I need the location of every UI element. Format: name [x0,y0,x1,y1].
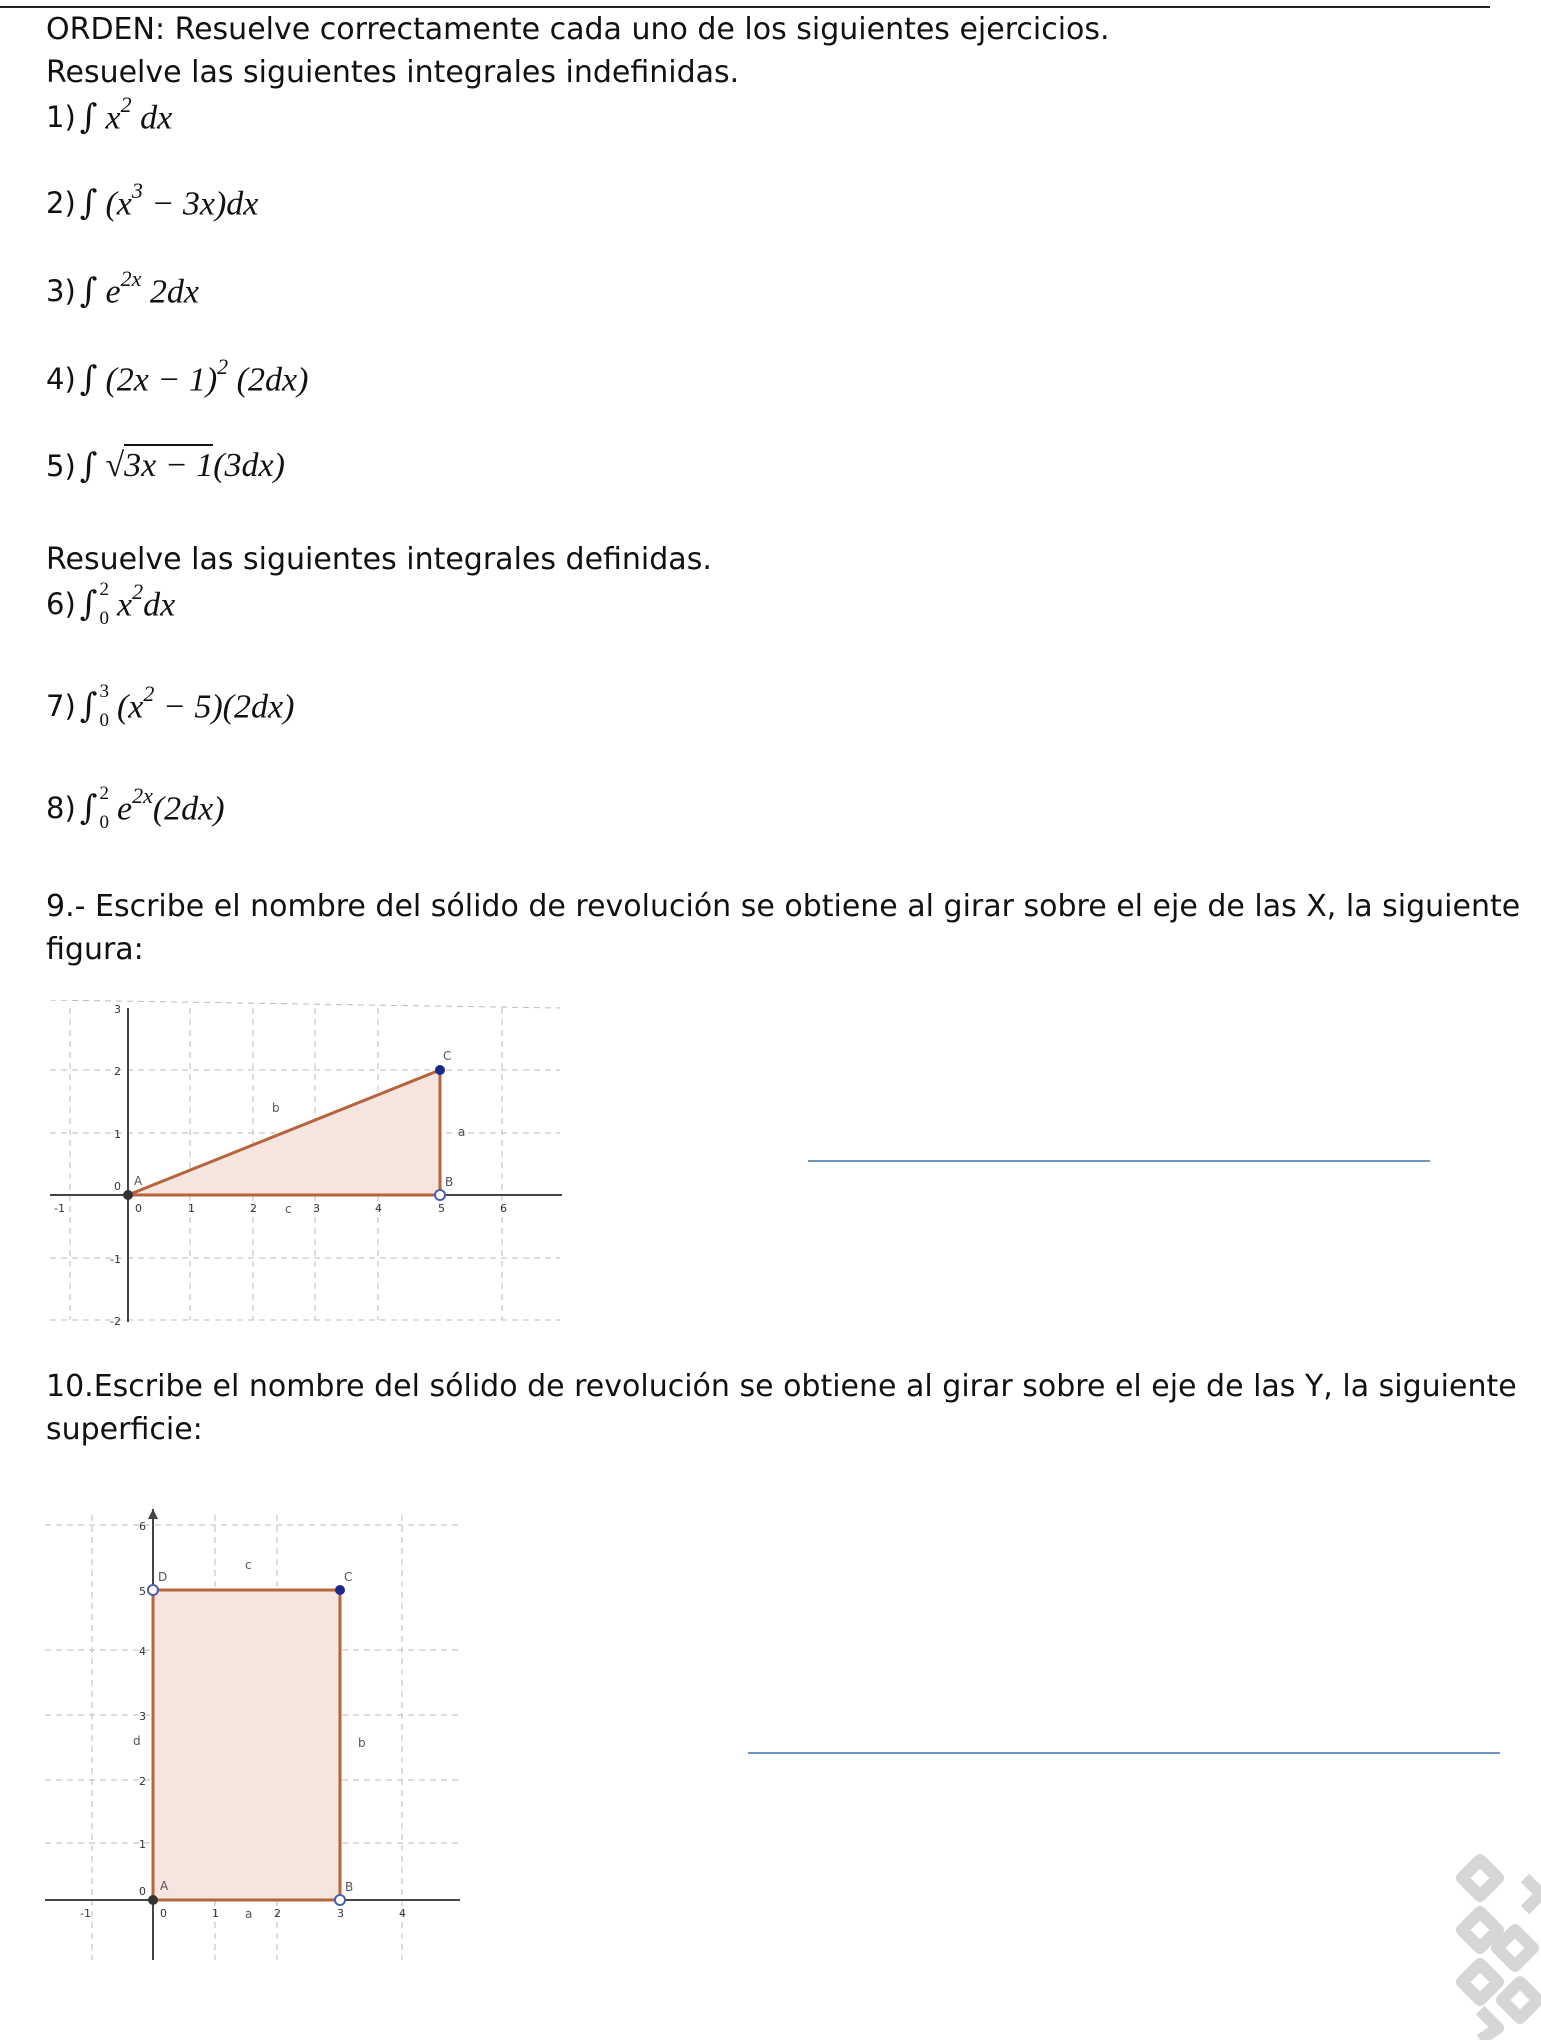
x-tick: 2 [274,1907,281,1920]
side-c: c [245,1558,252,1572]
exercise-5: 5) ∫ √3x − 1(3dx) [46,446,285,486]
integral-sign: ∫ [79,182,98,223]
y-tick: 1 [139,1838,146,1851]
q10-line1: 10.Escribe el nombre del sólido de revolución se obtiene al girar sobre el eje de las Y, la siguiente [46,1369,1517,1404]
figure-rectangle [40,1505,470,1965]
side-a: a [458,1125,466,1139]
exercise-7: 7) ∫ 3 0 $(x^2 - 5)(2dx)$ [46,681,295,731]
x-tick: 0 [160,1907,167,1920]
x-tick: 0 [135,1202,142,1215]
definite-heading: Resuelve las siguientes integrales definidas. [46,542,712,577]
answer-line-10[interactable] [748,1752,1500,1754]
x-tick: 2 [250,1202,257,1215]
exercise-1: 1) ∫ $x^2$ dx [46,92,173,137]
y-tick: 4 [139,1645,146,1658]
exercise-8: 8) ∫ 2 0 $e^{2x}(2dx)$ [46,783,225,833]
label-c: C [344,1570,353,1584]
figure-triangle [40,1000,570,1330]
point-d [148,1585,158,1595]
integral-sign: ∫ [79,686,98,726]
x-tick: 4 [399,1907,406,1920]
decorative-knot-icon [1440,1850,1541,2040]
instruction: ORDEN: Resuelve correctamente cada uno de los siguientes ejercicios. [46,12,1110,47]
label-b: B [445,1175,454,1189]
y-tick: 5 [139,1585,146,1598]
y-tick: 1 [114,1128,121,1141]
label-c: C [443,1049,452,1063]
point-c [435,1065,445,1075]
y-axis-arrow-icon [148,1509,158,1519]
point-b [435,1190,445,1200]
y-tick: -2 [110,1315,121,1328]
point-c [335,1585,345,1595]
indefinite-heading: Resuelve las siguientes integrales indefinidas. [46,55,740,90]
y-tick: 3 [114,1003,121,1016]
integral-sign: ∫ [79,270,98,311]
q9-line2: figura: [46,932,144,967]
x-tick: -1 [80,1907,91,1920]
y-tick: -1 [110,1253,121,1266]
side-c: c [285,1202,292,1216]
y-tick: 2 [139,1775,146,1788]
label-b: B [345,1880,354,1894]
exercise-3: 3) ∫ $e^{2x}$ 2dx [46,266,199,311]
side-d: d [133,1734,141,1748]
integral-sign: ∫ [79,96,98,137]
label-a: A [160,1879,169,1893]
top-border [0,0,1490,8]
x-tick: 3 [337,1907,344,1920]
point-a [148,1895,158,1905]
integral-sign: ∫ [79,584,98,624]
y-tick: 2 [114,1065,121,1078]
q10-line2: superficie: [46,1412,203,1447]
side-a: a [245,1907,253,1921]
answer-line-9[interactable] [808,1160,1430,1162]
label-a: A [134,1174,143,1188]
y-tick: 0 [139,1885,146,1898]
integral-sign: ∫ [79,358,98,399]
integral-sign: ∫ [79,446,98,486]
exercise-6: 6) ∫ 2 0 $x^2dx$ [46,579,176,629]
x-tick: 5 [438,1202,445,1215]
exercise-2: 2) ∫ $(x^3 - 3x)dx$ [46,178,259,223]
x-tick: 1 [188,1202,195,1215]
y-tick: 0 [114,1180,121,1193]
side-b: b [358,1736,366,1750]
integral-sign: ∫ [79,788,98,828]
rectangle-shape [153,1590,340,1900]
point-a [123,1190,133,1200]
label-d: D [158,1570,168,1584]
x-tick: 6 [500,1202,507,1215]
x-tick: 3 [313,1202,320,1215]
x-tick: 1 [212,1907,219,1920]
point-b [335,1895,345,1905]
y-tick: 6 [139,1520,146,1533]
q9-line1: 9.- Escribe el nombre del sólido de revolución se obtiene al girar sobre el eje de las X, la siguiente [46,889,1521,924]
y-tick: 3 [139,1710,146,1723]
x-tick: -1 [54,1202,65,1215]
exercise-4: 4) ∫ $(2x - 1)^2$ (2dx) [46,354,309,399]
x-tick: 4 [375,1202,382,1215]
side-b: b [272,1101,280,1115]
